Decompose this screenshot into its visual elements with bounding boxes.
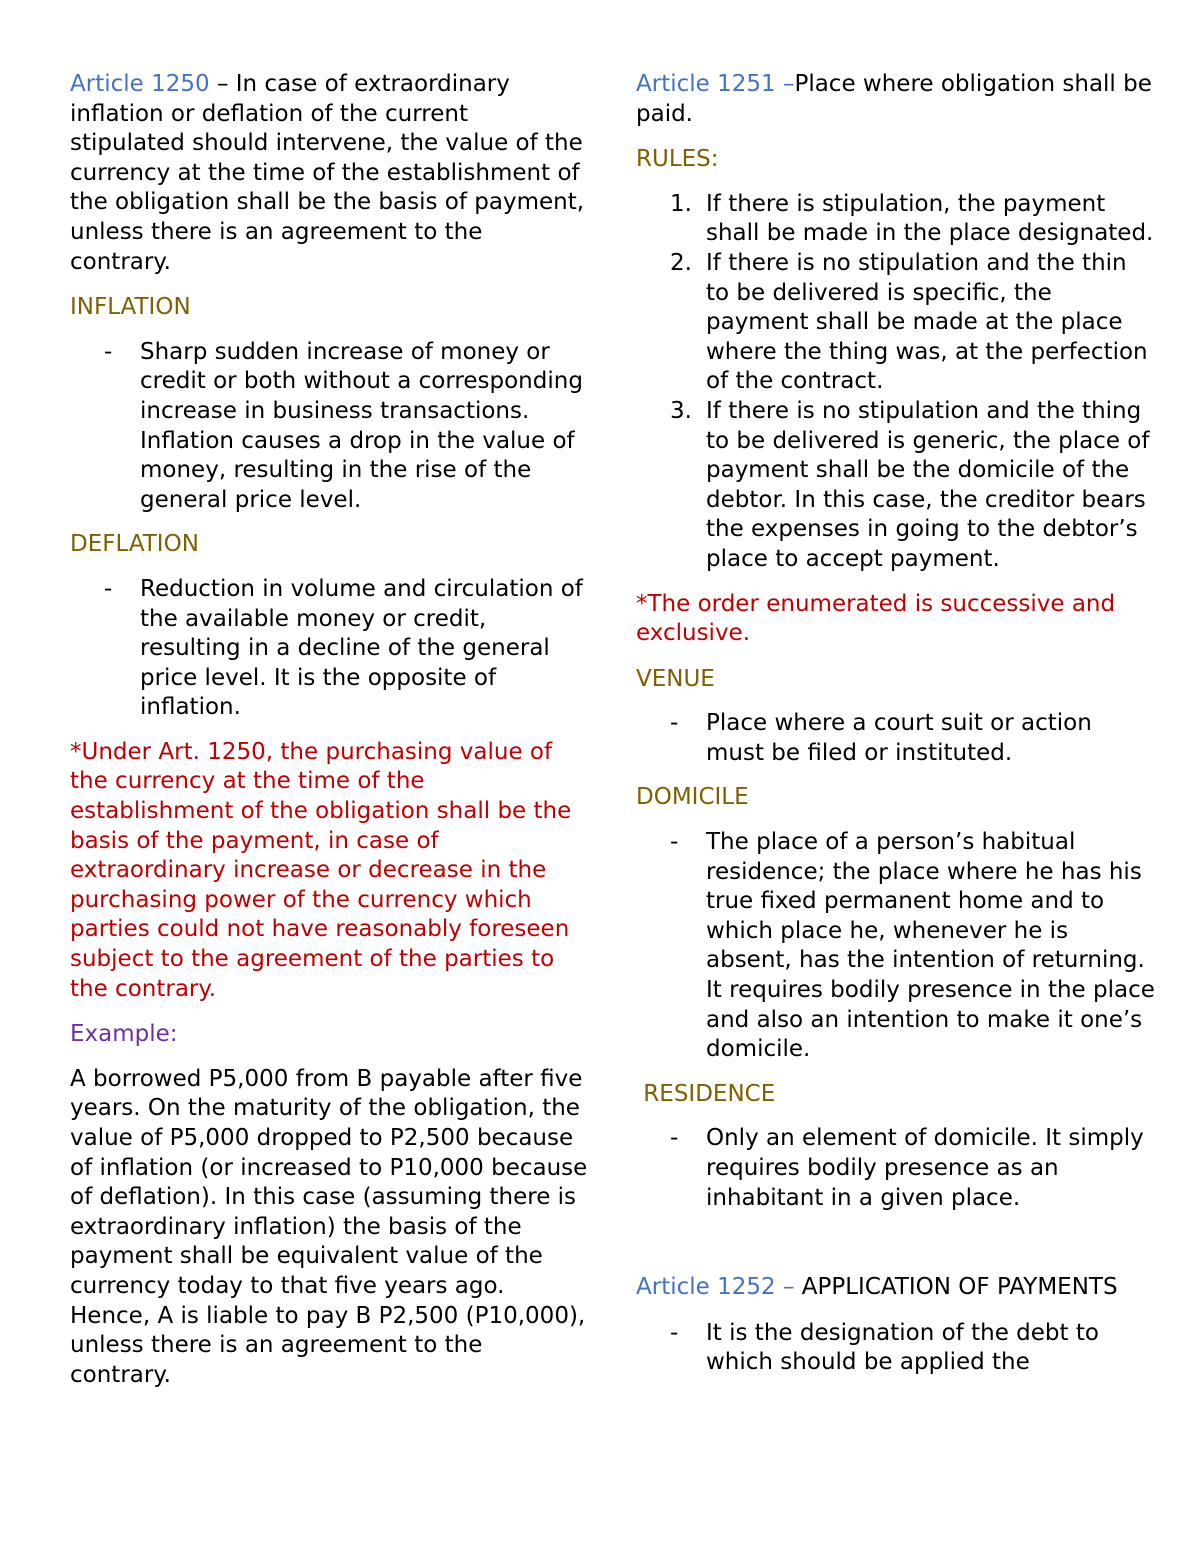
dash-bullet: - (104, 338, 113, 365)
article-1250-note: *Under Art. 1250, the purchasing value of the currency at the time of the establishment of the obligation shall be the basis of the payment, in case of extraordinary increase or decrease in the purchasing power of the currency which parties could not have reasonably foreseen subject to the agreement of the parties to the contrary. (70, 738, 572, 1002)
rule-number: 3. (670, 397, 692, 424)
inflation-definition (70, 338, 590, 516)
residence-heading: RESIDENCE (636, 1080, 776, 1107)
dash-bullet: - (104, 575, 113, 602)
example-text: A borrowed P5,000 from B payable after five years. On the maturity of the obligation, the value of P5,000 dropped to P2,500 because of inflation (or increased to P10,000 because of deflation). In this case (assuming there is extraordinary inflation) the basis of the payment shall be equivalent value of the currency today to that five years ago. Hence, A is liable to pay B P2,500 (P10,000), unless there is an agreement to the contrary. (70, 1065, 588, 1388)
residence-definition (636, 1124, 1156, 1213)
deflation-definition (70, 575, 590, 723)
rule-text: If there is no stipulation and the thing to be delivered is generic, the place of payment shall be the domicile of the debtor. In this case, the creditor bears the expenses in going to the debtor’s place to accept payment. (706, 397, 1150, 572)
order-note: *The order enumerated is successive and exclusive. (636, 590, 1116, 647)
application-of-payments-text: It is the designation of the debt to which should be applied the (706, 1319, 1099, 1376)
inflation-heading: INFLATION (70, 294, 191, 321)
article-1252-title: APPLICATION OF PAYMENTS (794, 1274, 1118, 1301)
rule-item (636, 190, 1156, 249)
article-1250-separator: – (209, 71, 236, 97)
article-1250-paragraph (70, 70, 590, 277)
deflation-definition-text: Reduction in volume and circulation of the available money or credit, resulting in a decline of the general price level. It is the opposite of inflation. (140, 575, 583, 721)
rule-item (636, 397, 1156, 575)
article-1252-paragraph (636, 1273, 1156, 1303)
dash-bullet: - (670, 1319, 679, 1346)
rule-text: If there is stipulation, the payment shall be made in the place designated. (706, 190, 1154, 247)
rule-number: 2. (670, 249, 692, 276)
residence-definition-text: Only an element of domicile. It simply requires bodily presence as an inhabitant in a given place. (706, 1125, 1144, 1211)
domicile-definition (636, 828, 1156, 1065)
inflation-definition-text: Sharp sudden increase of money or credit or both without a corresponding increase in business transactions. Inflation causes a drop in the value of money, resulting in the rise of the general price level. (140, 338, 583, 513)
rules-heading: RULES: (636, 146, 719, 173)
rule-number: 1. (670, 190, 692, 217)
application-of-payments-definition (636, 1319, 1156, 1378)
venue-definition (636, 709, 1156, 768)
rule-text: If there is no stipulation and the thin to be delivered is specific, the payment shall be made at the place where the thing was, at the perfection of the contract. (706, 249, 1148, 395)
article-1250-text: In case of extraordinary inflation or deflation of the current stipulated should intervene, the value of the currency at the time of the establishment of the obligation shall be the basis of payment, unless there is an agreement to the contrary. (70, 71, 585, 275)
right-column (636, 70, 1156, 1393)
deflation-heading: DEFLATION (70, 531, 199, 558)
article-1250-ref: Article 1250 (70, 71, 210, 97)
article-1251-text: Place where obligation shall be paid. (636, 71, 1152, 127)
rule-item (636, 249, 1156, 397)
left-column (70, 70, 590, 1406)
venue-heading: VENUE (636, 665, 715, 692)
dash-bullet: - (670, 1125, 679, 1152)
domicile-heading: DOMICILE (636, 784, 749, 811)
dash-bullet: - (670, 710, 679, 737)
example-heading: Example: (70, 1021, 178, 1048)
article-1251-ref: Article 1251 – (636, 71, 795, 97)
domicile-definition-text: The place of a person’s habitual residence; the place where he has his true fixed permanent home and to which place he, whenever he is absent, has the intention of returning. It requires bodily presence in the place and also an intention to make it one’s domicile. (706, 829, 1155, 1063)
article-1252-ref: Article 1252 – (636, 1274, 795, 1301)
dash-bullet: - (670, 829, 679, 856)
venue-definition-text: Place where a court suit or action must be filed or instituted. (706, 710, 1092, 766)
rules-list (636, 190, 1156, 575)
article-1251-paragraph (636, 70, 1156, 129)
